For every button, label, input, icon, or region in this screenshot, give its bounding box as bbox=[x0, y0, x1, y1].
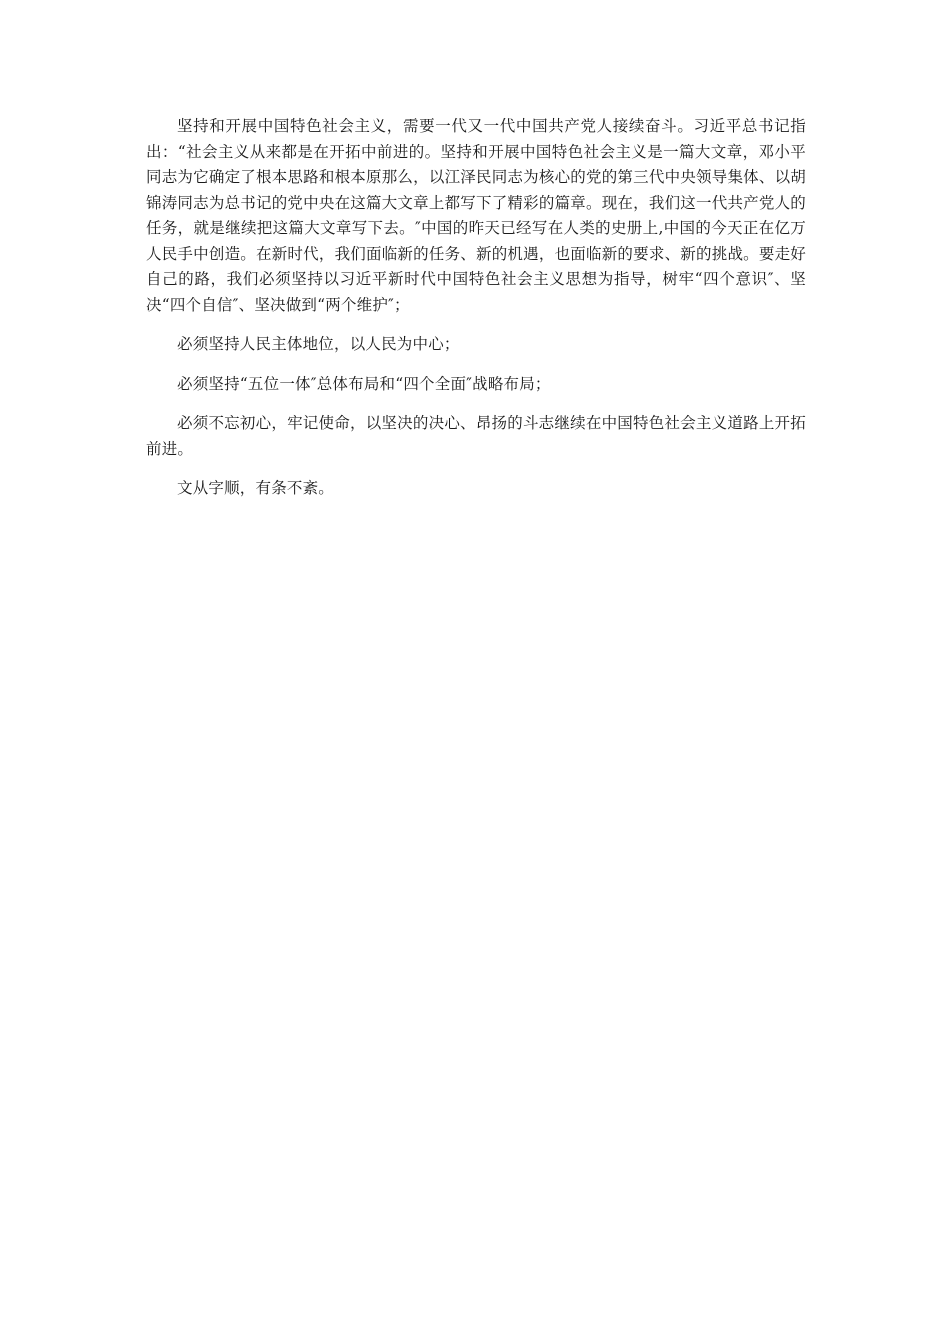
document-body bbox=[146, 114, 806, 516]
paragraph: 文从字顺，有条不紊。 bbox=[177, 479, 335, 497]
paragraph: 必须坚持“五位一体″总体布局和“四个全面″战略布局； bbox=[177, 374, 551, 393]
paragraph: 必须坚持人民主体地位，以人民为中心； bbox=[177, 335, 460, 353]
paragraph: 坚持和开展中国特色社会主义，需要一代又一代中国共产党人接续奋斗。习近平总书记指出：“社会主义从来都是在开拓中前进的。坚持和开展中国特色社会主义是一篇大文章，邓小平同志为它确定了根本思路和根本原那么，以江泽民同志为核心的党的第三代中央领导集体、以胡锦涛同志为总书记的党中央在这篇大文章上都写下了精彩的篇章。现在，我们这一代共产党人的任务，就是继续把这篇大文章写下去。″中国的昨天已经写在人类的史册上,中国的今天正在亿万人民手中创造。在新时代，我们面临新的任务、新的机遇，也面临新的要求、新的挑战。要走好自己的路，我们必须坚持以习近平新时代中国特色社会主义思想为指导，树牢“四个意识″、坚决“四个自信″、坚决做到“两个维护″； bbox=[146, 117, 806, 314]
paragraph: 必须不忘初心，牢记使命，以坚决的决心、昂扬的斗志继续在中国特色社会主义道路上开拓前进。 bbox=[146, 414, 806, 458]
